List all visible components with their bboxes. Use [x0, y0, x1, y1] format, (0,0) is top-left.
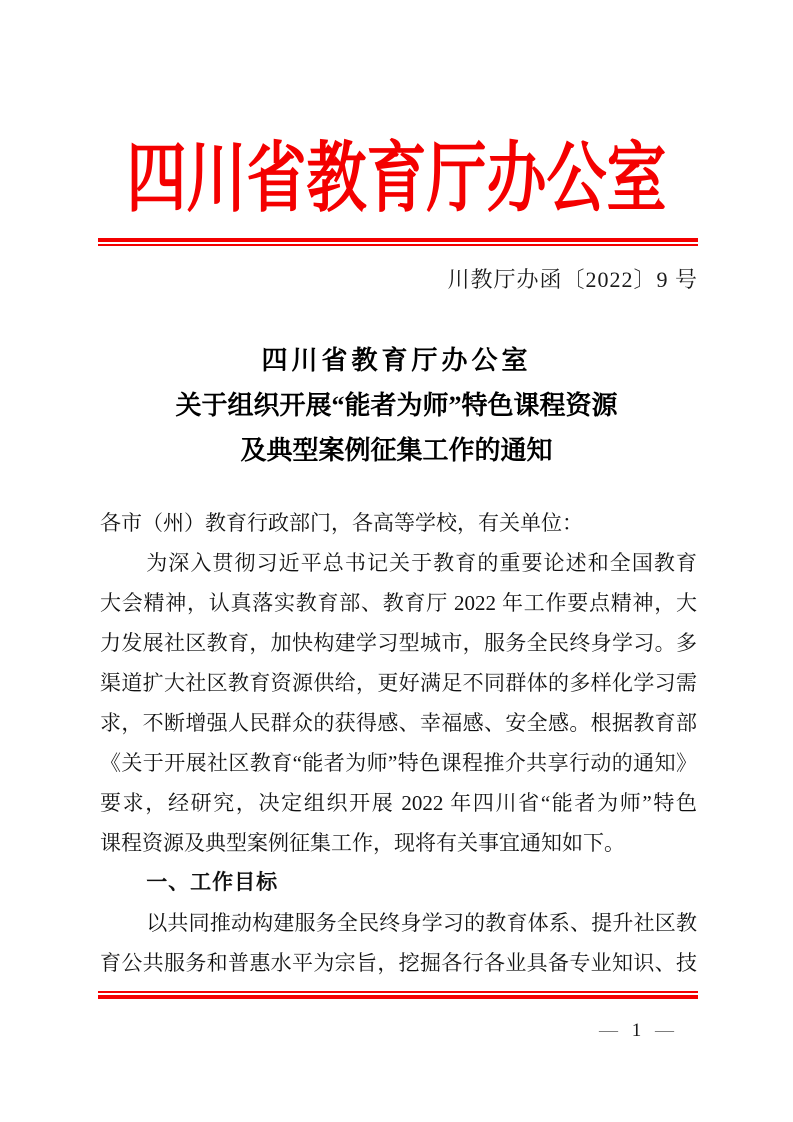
body-line: 以共同推动构建服务全民终身学习的教育体系、提升社区教: [146, 911, 697, 935]
page-number-dash-right: —: [655, 1020, 674, 1041]
document-title-line-1: 四川省教育厅办公室: [261, 346, 532, 375]
footer-divider-thick-rule: [98, 995, 698, 999]
body-line: 大会精神，认真落实教育部、教育厅 2022 年工作要点精神，大: [100, 591, 697, 615]
page-number-value: 1: [631, 1020, 642, 1041]
body-line: 课程资源及典型案例征集工作，现将有关事宜通知如下。: [100, 831, 625, 855]
letterhead-divider-thin-rule: [98, 244, 698, 246]
body-line: 育公共服务和普惠水平为宗旨，挖掘各行各业具备专业知识、技: [100, 951, 697, 975]
document-title: [0, 338, 793, 473]
document-reference-number: 川教厅办函〔2022〕9 号: [447, 267, 698, 292]
body-line: 渠道扩大社区教育资源供给，更好满足不同群体的多样化学习需: [100, 671, 697, 695]
body-line: 要求，经研究，决定组织开展 2022 年四川省“能者为师”特色: [100, 791, 697, 815]
document-title-line-2: 关于组织开展“能者为师”特色课程资源: [175, 391, 618, 420]
body-line: 力发展社区教育，加快构建学习型城市，服务全民终身学习。多: [100, 631, 697, 655]
body-line: 为深入贯彻习近平总书记关于教育的重要论述和全国教育: [146, 551, 697, 575]
footer-divider: [98, 991, 698, 999]
body-line: 求，不断增强人民群众的获得感、幸福感、安全感。根据教育部: [100, 711, 697, 735]
page-number-dash-left: —: [599, 1020, 618, 1041]
body-line: 各市（州）教育行政部门，各高等学校，有关单位：: [100, 511, 583, 535]
letterhead-org-name: 四川省教育厅办公室: [126, 136, 667, 222]
document-title-line-3: 及典型案例征集工作的通知: [240, 436, 553, 465]
body-line: 《关于开展社区教育“能者为师”特色课程推介共享行动的通知》: [100, 751, 697, 775]
page-number: [599, 1020, 674, 1042]
letterhead-divider: [98, 238, 698, 246]
document-body: [100, 503, 697, 983]
section-heading: 一、工作目标: [146, 871, 279, 894]
